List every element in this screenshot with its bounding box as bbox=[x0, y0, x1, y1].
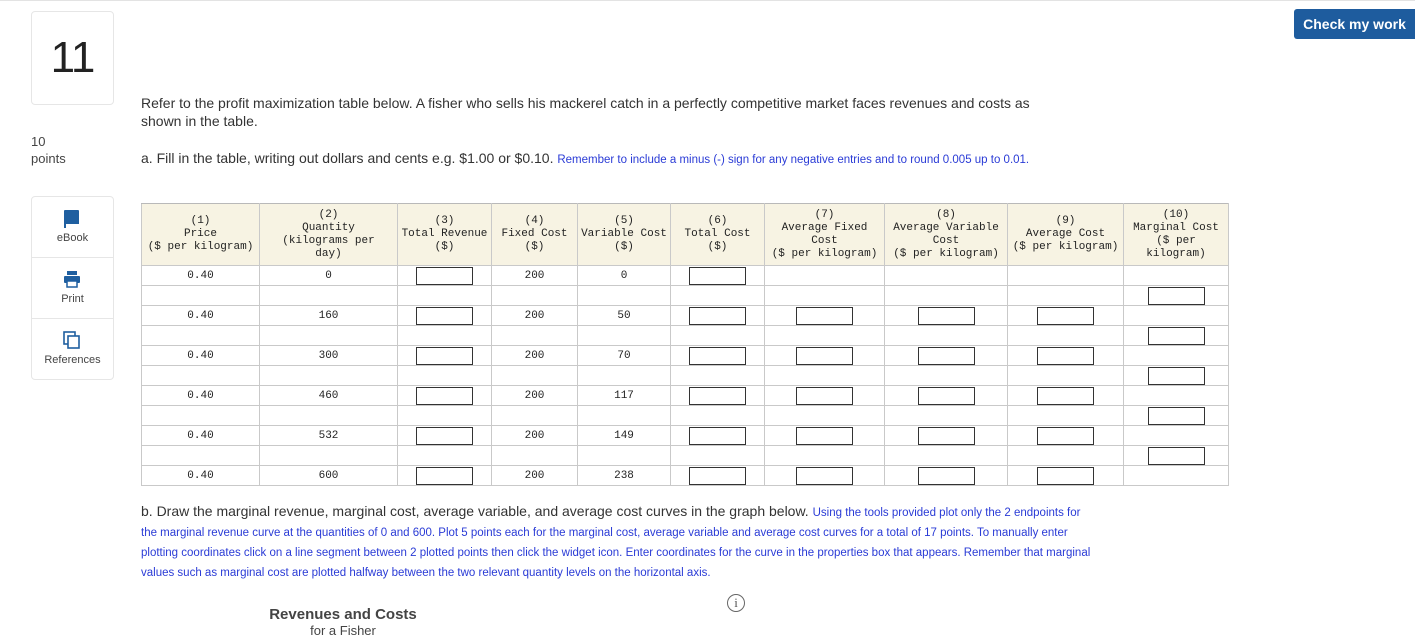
average-variable-cost-cell bbox=[885, 426, 1008, 446]
average-cost-cell bbox=[1008, 466, 1124, 486]
header-line: kilogram) bbox=[1146, 247, 1206, 260]
col-header-total-revenue bbox=[398, 204, 492, 266]
empty-cell bbox=[765, 446, 885, 466]
average-variable-cost-input[interactable] bbox=[918, 387, 975, 405]
top-divider bbox=[0, 0, 1415, 1]
empty-cell bbox=[765, 366, 885, 386]
fixed-cost-cell bbox=[492, 266, 578, 286]
marginal-cost-cell bbox=[1124, 286, 1229, 306]
header-line: (6) bbox=[707, 215, 728, 227]
total-revenue-cell bbox=[398, 266, 492, 286]
fixed-cost-value: 200 bbox=[524, 429, 545, 442]
empty-cell bbox=[765, 286, 885, 306]
empty-cell bbox=[578, 326, 671, 346]
average-variable-cost-input[interactable] bbox=[918, 427, 975, 445]
header-line: Cost bbox=[932, 234, 960, 247]
table-row bbox=[142, 266, 1229, 286]
average-fixed-cost-input[interactable] bbox=[796, 347, 853, 365]
price-cell bbox=[142, 266, 260, 286]
header-line: ($) bbox=[434, 241, 455, 253]
total-revenue-input[interactable] bbox=[416, 347, 473, 365]
header-line: Total Cost bbox=[684, 228, 751, 240]
table-header-row bbox=[142, 204, 1229, 266]
total-cost-cell bbox=[671, 426, 765, 446]
marginal-cost-input[interactable] bbox=[1148, 327, 1205, 345]
average-fixed-cost-input[interactable] bbox=[796, 307, 853, 325]
book-icon bbox=[63, 209, 81, 229]
quantity-value: 160 bbox=[318, 309, 339, 322]
empty-cell bbox=[1008, 326, 1124, 346]
empty-cell bbox=[142, 326, 260, 346]
empty-cell bbox=[885, 326, 1008, 346]
sidebar-item-label: eBook bbox=[56, 232, 89, 244]
average-variable-cost-cell bbox=[885, 266, 1008, 286]
empty-cell bbox=[142, 446, 260, 466]
col-header-average-variable-cost bbox=[885, 204, 1008, 266]
fixed-cost-value: 200 bbox=[524, 389, 545, 402]
average-fixed-cost-cell bbox=[765, 466, 885, 486]
points-info bbox=[31, 133, 66, 167]
variable-cost-cell bbox=[578, 466, 671, 486]
empty-cell bbox=[398, 446, 492, 466]
total-revenue-input[interactable] bbox=[416, 387, 473, 405]
average-fixed-cost-cell bbox=[765, 426, 885, 446]
total-revenue-input[interactable] bbox=[416, 467, 473, 485]
average-fixed-cost-cell bbox=[765, 346, 885, 366]
empty-cell bbox=[260, 286, 398, 306]
empty-cell bbox=[765, 326, 885, 346]
col-header-total-cost bbox=[671, 204, 765, 266]
empty-cell bbox=[885, 406, 1008, 426]
empty-cell bbox=[885, 286, 1008, 306]
average-variable-cost-cell bbox=[885, 306, 1008, 326]
price-cell bbox=[142, 386, 260, 406]
average-cost-input[interactable] bbox=[1037, 347, 1094, 365]
info-icon[interactable]: i bbox=[727, 594, 745, 612]
variable-cost-value: 0 bbox=[620, 269, 628, 282]
empty-cell bbox=[260, 366, 398, 386]
fixed-cost-cell bbox=[492, 466, 578, 486]
total-cost-cell bbox=[671, 386, 765, 406]
sidebar-item-print[interactable] bbox=[32, 258, 113, 319]
empty-cell bbox=[765, 406, 885, 426]
marginal-cost-cell bbox=[1124, 306, 1229, 326]
total-cost-input[interactable] bbox=[689, 307, 746, 325]
part-b-text: b. Draw the marginal revenue, marginal cost, average variable, and average cost curves in the graph below. bbox=[141, 503, 809, 519]
part-a-instructions bbox=[141, 149, 1091, 169]
variable-cost-cell bbox=[578, 266, 671, 286]
marginal-cost-input[interactable] bbox=[1148, 287, 1205, 305]
empty-cell bbox=[671, 406, 765, 426]
copy-icon bbox=[63, 331, 81, 349]
header-line: ($ per kilogram) bbox=[147, 241, 254, 253]
col-header-variable-cost bbox=[578, 204, 671, 266]
header-line: (7) bbox=[814, 208, 835, 221]
fixed-cost-value: 200 bbox=[524, 269, 545, 282]
average-cost-cell bbox=[1008, 386, 1124, 406]
average-fixed-cost-cell bbox=[765, 266, 885, 286]
header-line: day) bbox=[315, 247, 342, 260]
marginal-cost-cell bbox=[1124, 266, 1229, 286]
empty-cell bbox=[1008, 406, 1124, 426]
empty-cell bbox=[260, 326, 398, 346]
empty-cell bbox=[578, 406, 671, 426]
part-a-text: a. Fill in the table, writing out dollars and cents e.g. $1.00 or $0.10. bbox=[141, 150, 554, 166]
empty-cell bbox=[1008, 286, 1124, 306]
points-label: points bbox=[31, 151, 66, 166]
empty-cell bbox=[671, 286, 765, 306]
marginal-cost-cell bbox=[1124, 326, 1229, 346]
points-value: 10 bbox=[31, 134, 46, 149]
average-fixed-cost-input[interactable] bbox=[796, 387, 853, 405]
total-revenue-cell bbox=[398, 306, 492, 326]
average-cost-cell bbox=[1008, 426, 1124, 446]
average-cost-input[interactable] bbox=[1037, 427, 1094, 445]
empty-cell bbox=[492, 446, 578, 466]
marginal-cost-input[interactable] bbox=[1148, 407, 1205, 425]
fixed-cost-value: 200 bbox=[524, 349, 545, 362]
marginal-row bbox=[142, 446, 1229, 466]
variable-cost-value: 117 bbox=[614, 389, 634, 402]
average-fixed-cost-input[interactable] bbox=[796, 467, 853, 485]
variable-cost-value: 149 bbox=[614, 429, 634, 442]
fixed-cost-cell bbox=[492, 306, 578, 326]
total-cost-cell bbox=[671, 266, 765, 286]
marginal-row bbox=[142, 326, 1229, 346]
total-cost-input[interactable] bbox=[689, 467, 746, 485]
quantity-cell bbox=[260, 306, 398, 326]
header-line: ($) bbox=[707, 241, 728, 253]
empty-cell bbox=[398, 366, 492, 386]
variable-cost-value: 238 bbox=[614, 469, 634, 482]
empty-cell bbox=[1008, 446, 1124, 466]
graph-title: Revenues and Costs bbox=[269, 606, 417, 623]
header-line: (9) bbox=[1055, 215, 1076, 227]
quantity-value: 532 bbox=[318, 429, 339, 442]
question-prompt: Refer to the profit maximization table below. A fisher who sells his mackerel catch in a perfectly competitive market faces revenues and costs as shown in the table. bbox=[141, 95, 1030, 129]
header-line: (4) bbox=[524, 215, 545, 227]
col-header-price bbox=[142, 204, 260, 266]
average-cost-cell bbox=[1008, 306, 1124, 326]
empty-cell bbox=[492, 286, 578, 306]
quantity-value: 600 bbox=[318, 469, 339, 482]
price-cell bbox=[142, 466, 260, 486]
quantity-cell bbox=[260, 426, 398, 446]
profit-maximization-table bbox=[141, 203, 1229, 486]
sidebar-item-label: Print bbox=[61, 293, 84, 305]
table-row bbox=[142, 306, 1229, 326]
variable-cost-value: 50 bbox=[617, 309, 631, 322]
empty-cell bbox=[671, 446, 765, 466]
header-line: (8) bbox=[936, 208, 956, 221]
total-revenue-cell bbox=[398, 386, 492, 406]
variable-cost-cell bbox=[578, 386, 671, 406]
header-line: ($) bbox=[614, 241, 634, 253]
marginal-cost-cell bbox=[1124, 426, 1229, 446]
fixed-cost-cell bbox=[492, 426, 578, 446]
price-value: 0.40 bbox=[187, 429, 214, 442]
marginal-row bbox=[142, 366, 1229, 386]
empty-cell bbox=[578, 446, 671, 466]
col-header-average-fixed-cost bbox=[765, 204, 885, 266]
average-variable-cost-cell bbox=[885, 346, 1008, 366]
header-line: Fixed Cost bbox=[501, 228, 568, 240]
col-header-marginal-cost bbox=[1124, 204, 1229, 266]
empty-cell bbox=[885, 366, 1008, 386]
table-row bbox=[142, 386, 1229, 406]
average-variable-cost-input[interactable] bbox=[918, 347, 975, 365]
empty-cell bbox=[398, 326, 492, 346]
price-value: 0.40 bbox=[187, 469, 214, 482]
part-b-instructions bbox=[141, 502, 1091, 582]
empty-cell bbox=[492, 366, 578, 386]
marginal-cost-cell bbox=[1124, 346, 1229, 366]
average-cost-input[interactable] bbox=[1037, 307, 1094, 325]
average-fixed-cost-cell bbox=[765, 306, 885, 326]
marginal-row bbox=[142, 406, 1229, 426]
header-line: (2) bbox=[318, 208, 339, 221]
average-cost-cell bbox=[1008, 266, 1124, 286]
average-variable-cost-cell bbox=[885, 386, 1008, 406]
price-value: 0.40 bbox=[187, 349, 214, 362]
marginal-row bbox=[142, 286, 1229, 306]
quantity-value: 0 bbox=[325, 269, 332, 282]
sidebar-item-ebook[interactable] bbox=[32, 197, 113, 258]
header-line: ($) bbox=[524, 241, 545, 253]
price-value: 0.40 bbox=[187, 309, 214, 322]
total-revenue-cell bbox=[398, 466, 492, 486]
empty-cell bbox=[1008, 366, 1124, 386]
col-header-average-cost bbox=[1008, 204, 1124, 266]
variable-cost-cell bbox=[578, 306, 671, 326]
marginal-cost-cell bbox=[1124, 366, 1229, 386]
total-cost-input[interactable] bbox=[689, 387, 746, 405]
empty-cell bbox=[142, 286, 260, 306]
quantity-value: 460 bbox=[318, 389, 339, 402]
header-line: (3) bbox=[434, 215, 455, 227]
empty-cell bbox=[492, 406, 578, 426]
header-line: Marginal Cost bbox=[1133, 221, 1219, 234]
total-revenue-cell bbox=[398, 346, 492, 366]
price-cell bbox=[142, 306, 260, 326]
quantity-cell bbox=[260, 346, 398, 366]
header-line: Variable Cost bbox=[581, 228, 667, 240]
question-number-box bbox=[31, 11, 114, 105]
variable-cost-value: 70 bbox=[617, 349, 631, 362]
marginal-cost-cell bbox=[1124, 446, 1229, 466]
quantity-cell bbox=[260, 266, 398, 286]
total-cost-cell bbox=[671, 306, 765, 326]
header-line: Quantity bbox=[302, 221, 355, 234]
fixed-cost-value: 200 bbox=[524, 469, 545, 482]
quantity-cell bbox=[260, 466, 398, 486]
marginal-cost-cell bbox=[1124, 386, 1229, 406]
empty-cell bbox=[142, 406, 260, 426]
table-row bbox=[142, 346, 1229, 366]
empty-cell bbox=[578, 366, 671, 386]
empty-cell bbox=[398, 286, 492, 306]
total-revenue-input[interactable] bbox=[416, 307, 473, 325]
empty-cell bbox=[578, 286, 671, 306]
price-value: 0.40 bbox=[187, 389, 214, 402]
average-variable-cost-cell bbox=[885, 466, 1008, 486]
marginal-cost-input[interactable] bbox=[1148, 367, 1205, 385]
price-cell bbox=[142, 346, 260, 366]
average-fixed-cost-input[interactable] bbox=[796, 427, 853, 445]
total-cost-cell bbox=[671, 466, 765, 486]
empty-cell bbox=[398, 406, 492, 426]
price-cell bbox=[142, 426, 260, 446]
header-line: ($ per kilogram) bbox=[771, 247, 878, 260]
header-line: (1) bbox=[190, 215, 211, 227]
question-number: 11 bbox=[50, 33, 95, 82]
header-line: ($ per kilogram) bbox=[893, 247, 999, 260]
total-cost-input[interactable] bbox=[689, 347, 746, 365]
header-line: Cost bbox=[811, 234, 838, 247]
header-line: (kilograms per bbox=[282, 234, 375, 247]
empty-cell bbox=[260, 446, 398, 466]
marginal-cost-cell bbox=[1124, 466, 1229, 486]
col-header-fixed-cost bbox=[492, 204, 578, 266]
header-line: ($ per kilogram) bbox=[1012, 241, 1119, 253]
printer-icon bbox=[63, 270, 81, 288]
header-line: Price bbox=[183, 228, 217, 240]
average-variable-cost-input[interactable] bbox=[918, 467, 975, 485]
empty-cell bbox=[885, 446, 1008, 466]
header-line: Average Variable bbox=[893, 221, 999, 234]
header-line: Total Revenue bbox=[401, 228, 488, 240]
total-revenue-input[interactable] bbox=[416, 427, 473, 445]
quantity-value: 300 bbox=[318, 349, 339, 362]
part-b-note: Using the tools provided plot only the 2 endpoints for the marginal revenue curve at the quantities of 0 and 600. Plot 5 points each for the marginal cost, average variable and average cost curves for a total of 17 points. To manually enter plotting coordinates click on a line segment between 2 plotted points then click the widget icon. Enter coordinates for the curve in the properties box that appears. Remember that marginal values such as marginal cost are plotted halfway between the two relevant quantity levels on the horizontal axis. bbox=[141, 507, 1091, 579]
sidebar-item-label: References bbox=[44, 354, 101, 366]
variable-cost-cell bbox=[578, 426, 671, 446]
empty-cell bbox=[142, 366, 260, 386]
table-row bbox=[142, 426, 1229, 446]
check-my-work-button[interactable]: Check my work bbox=[1294, 9, 1415, 39]
variable-cost-cell bbox=[578, 346, 671, 366]
header-line: ($ per bbox=[1156, 234, 1196, 247]
resource-sidebar bbox=[31, 196, 114, 380]
average-cost-input[interactable] bbox=[1037, 387, 1094, 405]
total-revenue-cell bbox=[398, 426, 492, 446]
average-cost-input[interactable] bbox=[1037, 467, 1094, 485]
fixed-cost-cell bbox=[492, 386, 578, 406]
empty-cell bbox=[671, 326, 765, 346]
header-line: (5) bbox=[614, 215, 634, 227]
col-header-quantity bbox=[260, 204, 398, 266]
average-fixed-cost-cell bbox=[765, 386, 885, 406]
empty-cell bbox=[492, 326, 578, 346]
total-cost-cell bbox=[671, 346, 765, 366]
header-line: Average Cost bbox=[1025, 228, 1106, 240]
fixed-cost-cell bbox=[492, 346, 578, 366]
part-a-note: Remember to include a minus (-) sign for any negative entries and to round 0.005 up to 0.01. bbox=[557, 154, 1030, 166]
marginal-cost-cell bbox=[1124, 406, 1229, 426]
fixed-cost-value: 200 bbox=[524, 309, 545, 322]
average-cost-cell bbox=[1008, 346, 1124, 366]
quantity-cell bbox=[260, 386, 398, 406]
header-line: Average Fixed bbox=[781, 221, 868, 234]
empty-cell bbox=[671, 366, 765, 386]
total-revenue-input[interactable] bbox=[416, 267, 473, 285]
sidebar-item-references[interactable] bbox=[32, 319, 113, 379]
price-value: 0.40 bbox=[187, 269, 214, 282]
average-variable-cost-input[interactable] bbox=[918, 307, 975, 325]
table-row bbox=[142, 466, 1229, 486]
total-cost-input[interactable] bbox=[689, 267, 746, 285]
marginal-cost-input[interactable] bbox=[1148, 447, 1205, 465]
header-line: (10) bbox=[1162, 208, 1190, 221]
graph-subtitle: for a Fisher bbox=[310, 623, 376, 638]
empty-cell bbox=[260, 406, 398, 426]
total-cost-input[interactable] bbox=[689, 427, 746, 445]
